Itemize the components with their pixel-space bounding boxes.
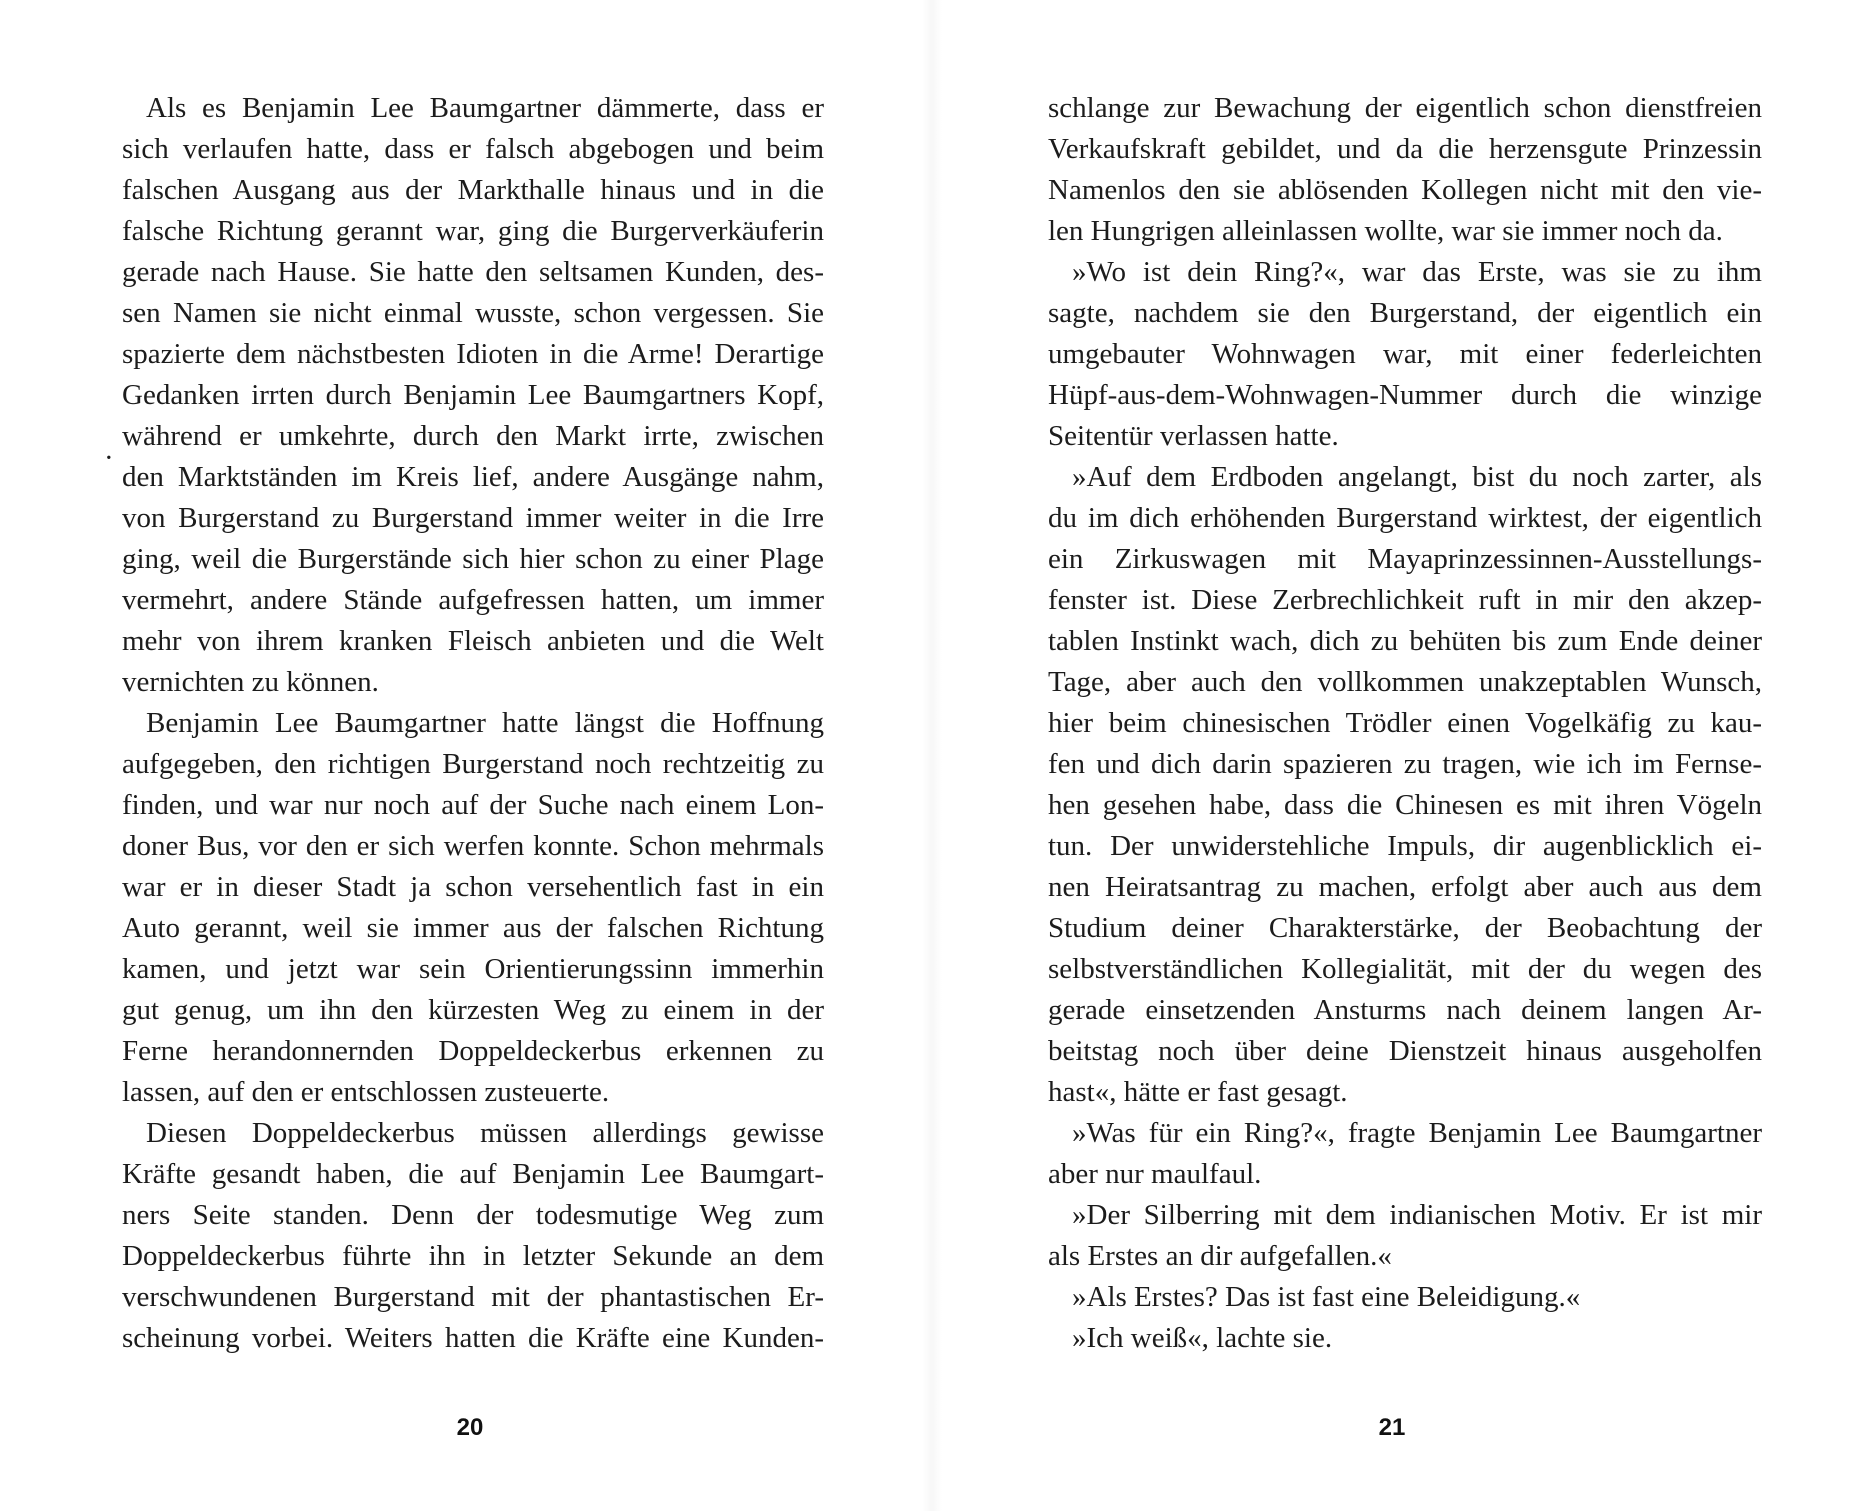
text-line: falsche Richtung gerannt war, ging die Burgerverkäuferin — [122, 215, 824, 247]
text-line: während er umkehrte, durch den Markt irrte, zwischen — [122, 420, 824, 452]
text-line: hast«, hätte er fast gesagt. — [1048, 1076, 1348, 1108]
text-line: »Der Silberring mit dem indianischen Motiv. Er ist mir — [1072, 1199, 1762, 1231]
text-line: nen Heiratsantrag zu machen, erfolgt aber auch aus dem — [1048, 871, 1762, 903]
text-line: vernichten zu können. — [122, 666, 379, 698]
text-line: schlange zur Bewachung der eigentlich schon dienstfreien — [1048, 92, 1762, 124]
text-line: ein Zirkuswagen mit Mayaprinzessinnen-Ausstellungs- — [1048, 543, 1762, 575]
text-line: »Ich weiß«, lachte sie. — [1072, 1322, 1333, 1354]
left-page-text — [122, 88, 824, 1359]
text-line: Benjamin Lee Baumgartner hatte längst die Hoffnung — [146, 707, 824, 739]
text-line: gerade einsetzenden Ansturms nach deinem langen Ar- — [1048, 994, 1762, 1026]
text-line: beitstag noch über deine Dienstzeit hinaus ausgeholfen — [1048, 1035, 1762, 1067]
text-line: selbstverständlichen Kollegialität, mit der du wegen des — [1048, 953, 1762, 985]
right-page-text — [1048, 88, 1762, 1359]
text-line: Ferne herandonnernden Doppeldeckerbus erkennen zu — [122, 1035, 824, 1067]
text-line: du im dich erhöhenden Burgerstand wirktest, der eigentlich — [1048, 502, 1762, 534]
text-line: ners Seite standen. Denn der todesmutige Weg zum — [122, 1199, 824, 1231]
text-line: Hüpf-aus-dem-Wohnwagen-Nummer durch die winzige — [1048, 379, 1762, 411]
text-line: aber nur maulfaul. — [1048, 1158, 1262, 1190]
text-line: aufgegeben, den richtigen Burgerstand noch rechtzeitig zu — [122, 748, 824, 780]
text-line: kamen, und jetzt war sein Orientierungssinn immerhin — [122, 953, 824, 985]
text-line: len Hungrigen alleinlassen wollte, war sie immer noch da. — [1048, 215, 1723, 247]
page-number: 20 — [456, 1414, 484, 1441]
text-line: Diesen Doppeldeckerbus müssen allerdings gewisse — [146, 1117, 824, 1149]
text-line: Auto gerannt, weil sie immer aus der falschen Richtung — [122, 912, 824, 944]
text-line: spazierte dem nächstbesten Idioten in die Arme! Derartige — [122, 338, 824, 370]
page-number: 21 — [1378, 1414, 1406, 1441]
text-line: den Marktständen im Kreis lief, andere Ausgänge nahm, — [122, 461, 824, 493]
text-line: falschen Ausgang aus der Markthalle hinaus und in die — [122, 174, 824, 206]
text-line: sagte, nachdem sie den Burgerstand, der eigentlich ein — [1048, 297, 1762, 329]
text-line: finden, und war nur noch auf der Suche nach einem Lon- — [122, 789, 824, 821]
text-line: »Was für ein Ring?«, fragte Benjamin Lee Baumgartner — [1072, 1117, 1762, 1149]
text-line: Namenlos den sie ablösenden Kollegen nicht mit den vie- — [1048, 174, 1762, 206]
text-line: Tage, aber auch den vollkommen unakzeptablen Wunsch, — [1048, 666, 1762, 698]
text-line: Kräfte gesandt haben, die auf Benjamin Lee Baumgart- — [122, 1158, 824, 1190]
text-line: umgebauter Wohnwagen war, mit einer federleichten — [1048, 338, 1762, 370]
text-line: war er in dieser Stadt ja schon versehentlich fast in ein — [122, 871, 824, 903]
text-line: Studium deiner Charakterstärke, der Beobachtung der — [1048, 912, 1762, 944]
text-line: Gedanken irrten durch Benjamin Lee Baumgartners Kopf, — [122, 379, 824, 411]
text-line: Verkaufskraft gebildet, und da die herzensgute Prinzessin — [1048, 133, 1762, 165]
text-line: hen gesehen habe, dass die Chinesen es mit ihren Vögeln — [1048, 789, 1762, 821]
text-line: fen und dich darin spazieren zu tragen, wie ich im Fernse- — [1048, 748, 1762, 780]
text-line: doner Bus, vor den er sich werfen konnte. Schon mehrmals — [122, 830, 824, 862]
text-line: hier beim chinesischen Trödler einen Vogelkäfig zu kau- — [1048, 707, 1762, 739]
text-line: tablen Instinkt wach, dich zu behüten bis zum Ende deiner — [1048, 625, 1762, 657]
text-line: als Erstes an dir aufgefallen.« — [1048, 1240, 1392, 1272]
text-line: lassen, auf den er entschlossen zusteuerte. — [122, 1076, 610, 1108]
text-line: gerade nach Hause. Sie hatte den seltsamen Kunden, des- — [122, 256, 824, 288]
text-line: »Als Erstes? Das ist fast eine Beleidigung.« — [1072, 1281, 1581, 1313]
text-line: Als es Benjamin Lee Baumgartner dämmerte, dass er — [146, 92, 824, 124]
text-line: »Auf dem Erdboden angelangt, bist du noch zarter, als — [1072, 461, 1762, 493]
text-line: gut genug, um ihn den kürzesten Weg zu einem in der — [122, 994, 824, 1026]
margin-mark: · — [104, 442, 114, 474]
text-line: mehr von ihrem kranken Fleisch anbieten und die Welt — [122, 625, 824, 657]
text-line: »Wo ist dein Ring?«, war das Erste, was sie zu ihm — [1072, 256, 1762, 288]
text-line: scheinung vorbei. Weiters hatten die Kräfte eine Kunden- — [122, 1322, 824, 1354]
text-line: sen Namen sie nicht einmal wusste, schon vergessen. Sie — [122, 297, 824, 329]
text-line: vermehrt, andere Stände aufgefressen hatten, um immer — [122, 584, 824, 616]
right-page — [932, 0, 1864, 1511]
text-line: Seitentür verlassen hatte. — [1048, 420, 1339, 452]
text-line: Doppeldeckerbus führte ihn in letzter Sekunde an dem — [122, 1240, 824, 1272]
text-line: verschwundenen Burgerstand mit der phantastischen Er- — [122, 1281, 824, 1313]
text-line: von Burgerstand zu Burgerstand immer weiter in die Irre — [122, 502, 824, 534]
text-line: fenster ist. Diese Zerbrechlichkeit ruft in mir den akzep- — [1048, 584, 1762, 616]
text-line: ging, weil die Burgerstände sich hier schon zu einer Plage — [122, 543, 824, 575]
text-line: sich verlaufen hatte, dass er falsch abgebogen und beim — [122, 133, 824, 165]
text-line: tun. Der unwiderstehliche Impuls, dir augenblicklich ei- — [1048, 830, 1762, 862]
